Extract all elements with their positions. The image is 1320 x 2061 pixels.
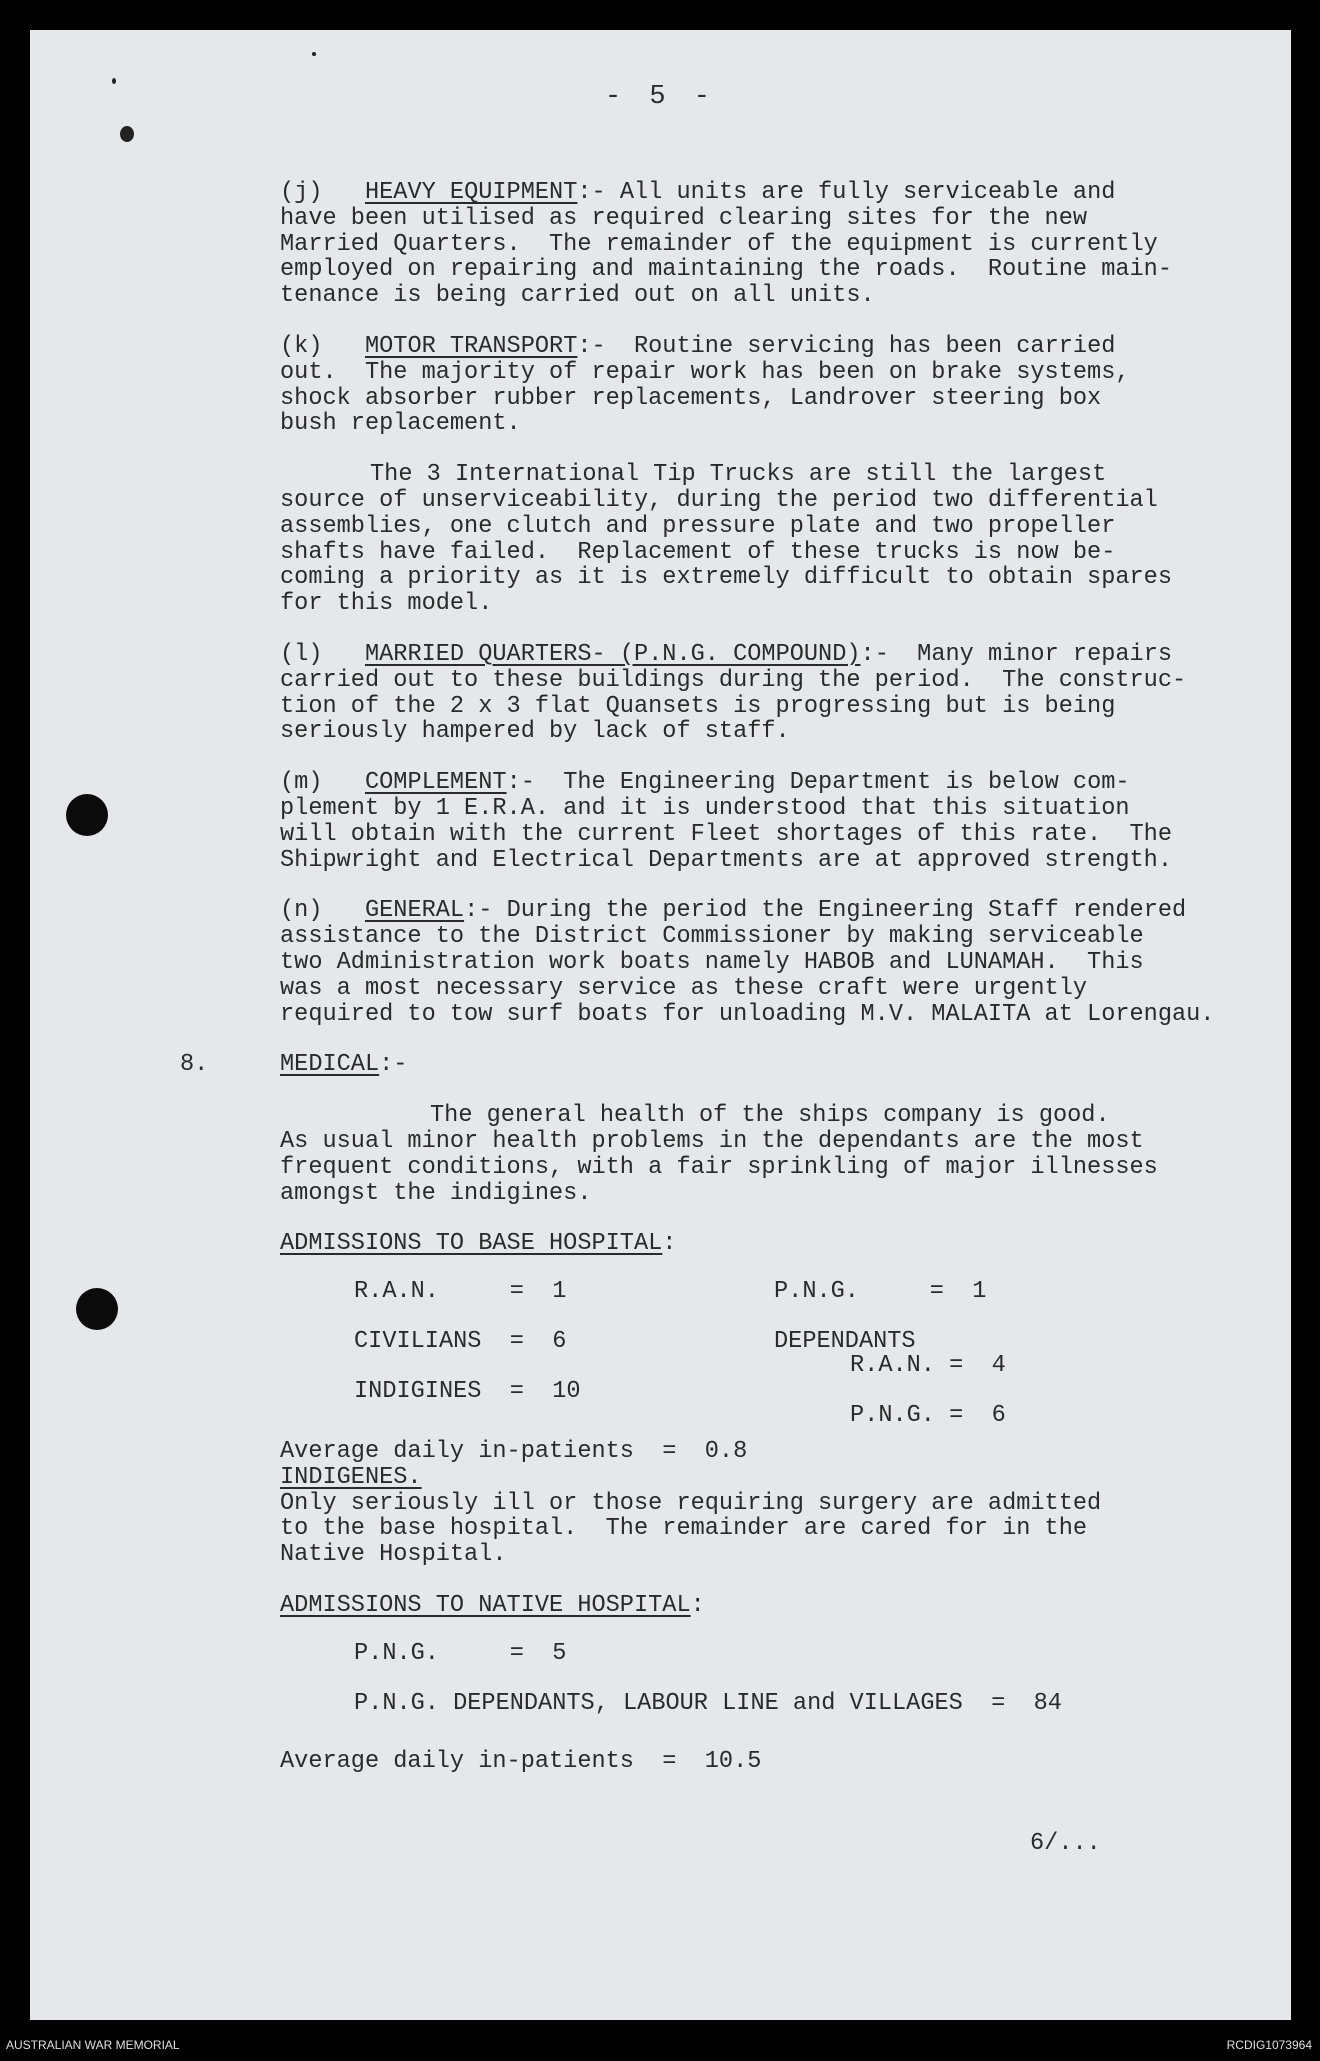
section-medical bbox=[180, 1051, 1290, 1079]
section-motor-transport-para2 bbox=[280, 462, 1290, 617]
section-heading: MARRIED QUARTERS- (P.N.G. COMPOUND) bbox=[364, 640, 861, 668]
text-line: seriously hampered by lack of staff. bbox=[280, 718, 790, 746]
text-line: The 3 International Tip Trucks are still the largest bbox=[370, 461, 1107, 489]
text-line: :- The Engineering Department is below com- bbox=[506, 769, 1130, 797]
heading-suffix: : bbox=[662, 1230, 677, 1258]
dependants-ran: R.A.N. = 4 bbox=[850, 1352, 1006, 1380]
continuation-marker: 6/... bbox=[1030, 1830, 1101, 1857]
text-line: Only seriously ill or those requiring surgery are admitted bbox=[280, 1489, 1102, 1517]
text-line: source of unserviceability, during the period two differential bbox=[280, 486, 1158, 514]
text-line: amongst the indigines. bbox=[280, 1179, 592, 1207]
heading-suffix: : bbox=[690, 1592, 705, 1620]
text-line: The general health of the ships company is good. bbox=[430, 1102, 1110, 1130]
heading-suffix: :- bbox=[379, 1051, 408, 1079]
admissions-civilians: CIVILIANS = 6 bbox=[354, 1328, 567, 1356]
medical-intro bbox=[280, 1103, 1290, 1206]
text-line: shafts have failed. Replacement of these trucks is now be- bbox=[280, 538, 1116, 566]
text-line: coming a priority as it is extremely difficult to obtain spares bbox=[280, 564, 1172, 592]
text-line: bush replacement. bbox=[280, 410, 521, 438]
section-motor-transport bbox=[280, 334, 1290, 437]
footer-right: RCDIG1073964 bbox=[1226, 2038, 1312, 2052]
text-line: have been utilised as required clearing sites for the new bbox=[280, 204, 1088, 232]
text-line: shock absorber rubber replacements, Landrover steering box bbox=[280, 384, 1102, 412]
text-line: :- All units are fully serviceable and bbox=[577, 179, 1116, 206]
text-line: assistance to the District Commissioner by making serviceable bbox=[280, 923, 1144, 951]
text-line: plement by 1 E.R.A. and it is understood that this situation bbox=[280, 794, 1130, 822]
subheading: ADMISSIONS TO BASE HOSPITAL bbox=[280, 1230, 663, 1258]
text-line: required to tow surf boats for unloading M.V. MALAITA at Lorengau. bbox=[280, 1000, 1215, 1028]
section-label: (j) bbox=[280, 179, 323, 206]
text-line: to the base hospital. The remainder are cared for in the bbox=[280, 1515, 1088, 1543]
section-number: 8. bbox=[180, 1051, 209, 1079]
document-page bbox=[30, 30, 1291, 2020]
section-heading: MOTOR TRANSPORT bbox=[364, 332, 578, 360]
text-line: As usual minor health problems in the dependants are the most bbox=[280, 1127, 1144, 1155]
text-line: Native Hospital. bbox=[280, 1541, 507, 1569]
punch-hole-bottom bbox=[76, 1288, 118, 1330]
average-inpatients: Average daily in-patients = 10.5 bbox=[280, 1747, 762, 1775]
section-label: (l) bbox=[280, 640, 323, 668]
native-hospital-average bbox=[280, 1749, 1290, 1775]
base-hospital-table bbox=[280, 1271, 1290, 1431]
text-line: Married Quarters. The remainder of the equipment is currently bbox=[280, 230, 1158, 258]
section-label: (n) bbox=[280, 897, 323, 925]
text-line: tion of the 2 x 3 flat Quansets is progressing but is being bbox=[280, 692, 1116, 720]
text-line: two Administration work boats namely HABOB and LUNAMAH. This bbox=[280, 948, 1144, 976]
punch-hole-top bbox=[66, 794, 108, 836]
section-label: (m) bbox=[280, 769, 323, 797]
page-number: - 5 - bbox=[604, 82, 716, 112]
text-line: was a most necessary service as these craft were urgently bbox=[280, 974, 1088, 1002]
text-line: frequent conditions, with a fair sprinkling of major illnesses bbox=[280, 1153, 1158, 1181]
text-line: :- Many minor repairs bbox=[860, 640, 1173, 668]
text-line: will obtain with the current Fleet shortages of this rate. The bbox=[280, 820, 1172, 848]
native-admissions-dependants: P.N.G. DEPENDANTS, LABOUR LINE and VILLAGES = 84 bbox=[354, 1689, 1062, 1717]
native-hospital-table bbox=[280, 1633, 1290, 1741]
section-general bbox=[280, 898, 1290, 1027]
footer-left: AUSTRALIAN WAR MEMORIAL bbox=[6, 2038, 180, 2052]
ink-speck bbox=[120, 126, 134, 142]
dependants-png: P.N.G. = 6 bbox=[850, 1402, 1006, 1430]
text-line: assemblies, one clutch and pressure plate and two propeller bbox=[280, 512, 1116, 540]
text-line: employed on repairing and maintaining the roads. Routine main- bbox=[280, 256, 1172, 284]
text-line: :- Routine servicing has been carried bbox=[577, 332, 1116, 360]
indigenes-heading: INDIGENES. bbox=[280, 1463, 422, 1491]
text-line: Shipwright and Electrical Departments are at approved strength. bbox=[280, 846, 1172, 874]
native-hospital-heading bbox=[280, 1593, 1290, 1619]
admissions-ran: R.A.N. = 1 bbox=[354, 1278, 567, 1306]
section-heading: HEAVY EQUIPMENT bbox=[364, 179, 578, 206]
text-line: tenance is being carried out on all units. bbox=[280, 282, 875, 310]
base-hospital-notes bbox=[280, 1439, 1290, 1568]
text-line: out. The majority of repair work has been on brake systems, bbox=[280, 358, 1130, 386]
text-line: :- During the period the Engineering Staff rendered bbox=[464, 897, 1187, 925]
base-hospital-heading bbox=[280, 1231, 1290, 1257]
section-married-quarters bbox=[280, 642, 1290, 745]
text-line: for this model. bbox=[280, 590, 493, 618]
document-body bbox=[180, 179, 1290, 1800]
admissions-png: P.N.G. = 1 bbox=[774, 1278, 987, 1306]
section-heading: MEDICAL bbox=[280, 1051, 380, 1079]
admissions-indigines: INDIGINES = 10 bbox=[354, 1378, 581, 1406]
section-heading: GENERAL bbox=[364, 897, 465, 925]
section-label: (k) bbox=[280, 332, 323, 360]
subheading: ADMISSIONS TO NATIVE HOSPITAL bbox=[280, 1592, 691, 1620]
text-line: carried out to these buildings during the period. The construc- bbox=[280, 666, 1187, 694]
section-heavy-equipment bbox=[280, 180, 1290, 309]
section-heading: COMPLEMENT bbox=[364, 769, 507, 797]
section-complement bbox=[280, 770, 1290, 873]
native-admissions-png: P.N.G. = 5 bbox=[354, 1639, 567, 1667]
ink-speck bbox=[312, 52, 316, 56]
admissions-dependants: DEPENDANTS bbox=[774, 1328, 916, 1356]
average-inpatients: Average daily in-patients = 0.8 bbox=[280, 1438, 748, 1466]
